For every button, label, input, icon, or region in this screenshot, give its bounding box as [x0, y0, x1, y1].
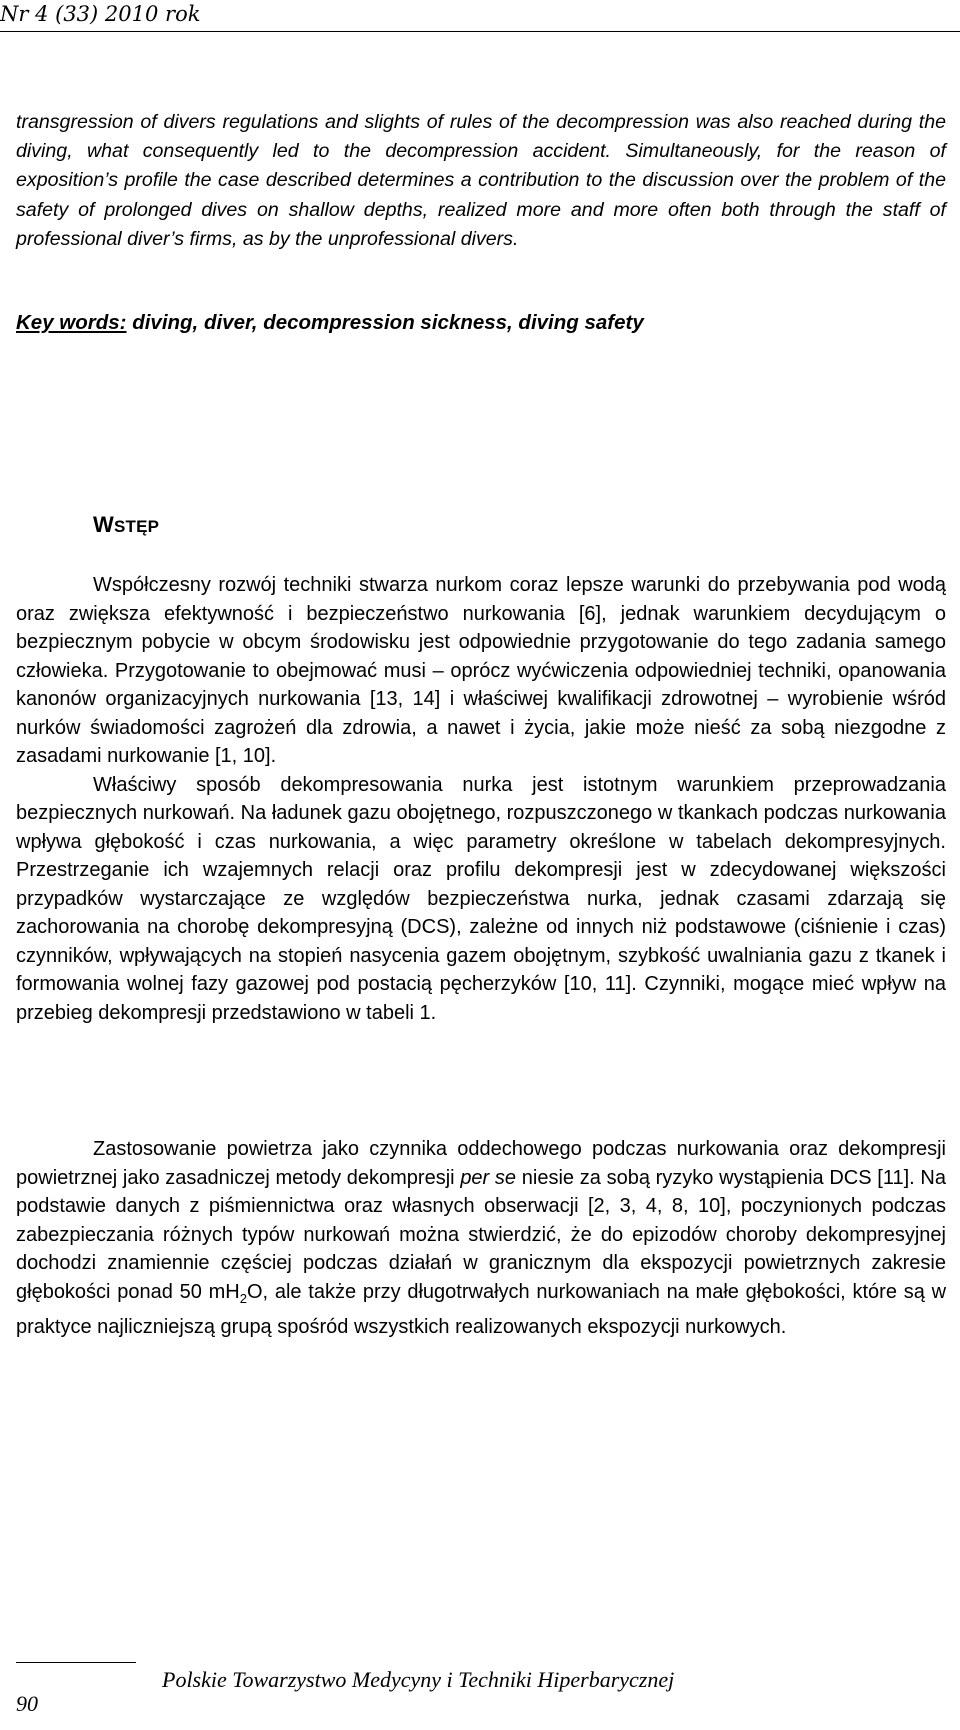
footer-rule	[16, 1662, 136, 1663]
body-paragraph-1	[16, 571, 946, 1027]
body-paragraph-1-part-2: Właściwy sposób dekompresowania nurka jest istotnym warunkiem przeprowadzania bezpiecznych nurkowań. Na ładunek gazu obojętnego, rozpuszczonego w tkankach podczas nurkowania wpływa głębokość i czas nurkowania, a więc parametry określone w tabelach dekompresyjnych. Przestrzeganie ich wzajemnych relacji oraz profilu dekompresji jest w zdecydowanej większości przypadków wystarczające ze względów bezpieczeństwa nurka, jednak czasami zdarzają się zachorowania na chorobę dekompresyjną (DCS), zależne od innych niż podstawowe (ciśnienie i czas) czynników, wpływających na stopień nasycenia gazem obojętnym, szybkość uwalniania gazu z tkanek i formowania wolnej fazy gazowej pod postacią pęcherzyków [10, 11]. Czynniki, mogące mieć wpływ na przebieg dekompresji przedstawiono w tabeli 1.	[16, 773, 946, 1024]
issue-number: Nr 4 (33) 2010 rok	[0, 2, 201, 26]
section-heading-rest: STĘP	[113, 517, 160, 536]
body-paragraph-2-end: O, ale także przy długotrwałych nurkowaniach na małe głębokości, które są w praktyce najliczniejszą grupą spośród wszystkich realizowanych ekspozycji nurkowych.	[16, 1280, 947, 1338]
keywords	[16, 309, 946, 337]
page-header	[0, 0, 960, 32]
section-heading-initial: W	[93, 512, 114, 537]
footer-journal-name: Polskie Towarzystwo Medycyny i Techniki Hiperbarycznej	[162, 1667, 675, 1692]
keywords-terms: diving, diver, decompression sickness, diving safety	[126, 311, 644, 334]
body-paragraph-2	[16, 1135, 946, 1342]
body-paragraph-1-part-1: Współczesny rozwój techniki stwarza nurkom coraz lepsze warunki do przebywania pod wodą oraz zwiększa efektywność i bezpieczeństwo nurkowania [6], jednak warunkiem decydującym o bezpiecznym pobycie w obcym środowisku jest odpowiednie przygotowanie do tego zadania samego człowieka. Przygotowanie to obejmować musi – oprócz wyćwiczenia odpowiedniej techniki, opanowania kanonów organizacyjnych nurkowania [13, 14] i właściwej kwalifikacji zdrowotnej – wyrobienie wśród nurków świadomości zagrożeń dla zdrowia, a nawet i życia, jakie może nieść za sobą niezgodne z zasadami nurkowanie [1, 10].	[16, 574, 946, 767]
abstract-text: transgression of divers regulations and slights of rules of the decompression was also reached during the diving, what consequently led to the decompression accident. Simultaneously, for the reason of exposition’s profile the case described determines a contribution to the discussion over the problem of the safety of prolonged dives on shallow depths, realized more and more often both through the staff of professional diver’s firms, as by the unprofessional divers.	[16, 111, 946, 250]
body-paragraph-2-start: Zastosowanie powietrza jako czynnika oddechowego podczas nurkowania oraz dekompresji powietrznej jako zasadniczej metody dekompresji	[16, 1138, 946, 1189]
keywords-label: Key words:	[16, 311, 127, 334]
body-paragraph-2-subscript: 2	[239, 1290, 247, 1306]
page-number: 90	[16, 1691, 38, 1716]
body-paragraph-2-middle: niesie za sobą ryzyko wystąpienia DCS [11]. Na podstawie danych z piśmiennictwa oraz własnych obserwacji [2, 3, 4, 8, 10], poczynionych podczas zabezpieczania różnych typów nurkowań można stwierdzić, że do epizodów choroby dekompresyjnej dochodzi znamiennie częściej podczas działań w granicznym dla ekspozycji powietrznych zakresie głębokości ponad 50 mH	[16, 1166, 946, 1303]
body-paragraph-2-italic: per se	[460, 1166, 517, 1189]
section-heading	[93, 511, 159, 541]
